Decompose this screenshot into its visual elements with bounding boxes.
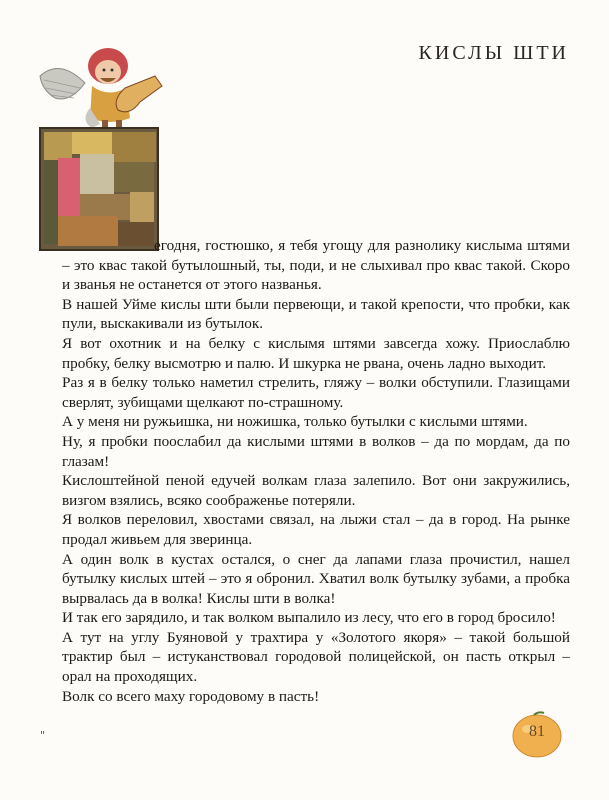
article-body xyxy=(62,236,570,706)
paragraph: И так его зарядило, и так волком выпалило из лесу, что его в город бросило! xyxy=(62,609,556,627)
footer-mark: " xyxy=(40,729,46,742)
paragraph: Ну, я пробки пооcлабил да кислыми штями в волков – да по мордам, да по глазам! xyxy=(62,432,570,470)
paragraph: А тут на углу Буяновой у трахтира у «Золотого якоря» – такой большой трактир был – истуканствовал городовой полицейской, он пасть открыл – орал на проходящих. xyxy=(62,628,570,686)
page-number-badge xyxy=(510,709,564,759)
paragraph: Волк со всего маху городовому в пасть! xyxy=(62,687,320,705)
character-illustration xyxy=(40,48,162,139)
page-number: 81 xyxy=(529,723,545,740)
paragraph: В нашей Уйме кислы шти были первеющи, и такой крепости, что пробки, как пули, выскакивали из бутылок. xyxy=(62,295,570,333)
paragraph: Кислоштейной пеной едучей волкам глаза залепило. Вот они закружились, визгом взялись, всяко соображенье потеряли. xyxy=(62,472,570,509)
page-title: КИСЛЫ ШТИ xyxy=(418,42,569,64)
paragraph: Раз я в белку только наметил стрелить, гляжу – волки обступили. Глазищами сверлят, зубищами щелкают по-страшному. xyxy=(62,374,570,411)
paragraph: Я вот охотник и на белку с кислымя штями завсегда хожу. Приослаблю пробку, белку высмотрю и палю. И шкурка не рвана, очень ладно выходит. xyxy=(62,334,570,372)
paragraph: Я волков переловил, хвостами связал, на лыжи стал – да в город. На рынке продал живьем для зверинца. xyxy=(62,511,570,548)
paragraph: А у меня ни ружьишка, ни ножишка, только бутылки с кислыми штями. xyxy=(62,413,528,431)
paragraph: егодня, гостюшко, я тебя угощу для разнолику кислыма штями – это квас такой бутылошный, ты, поди, и не слыхивал про квас такой. Скоро и званья не останется от этого названья. xyxy=(62,237,570,294)
patchwork-block xyxy=(40,128,158,250)
illustration-drop-cap xyxy=(30,28,170,253)
paragraph: А один волк в кустах остался, о снег да лапами глаза прочистил, нашел бутылку кислых штей – это я обронил. Хватил волк бутылку зубами, а пробка вырвалась да в волка! Кислы шти в волка! xyxy=(62,550,570,607)
